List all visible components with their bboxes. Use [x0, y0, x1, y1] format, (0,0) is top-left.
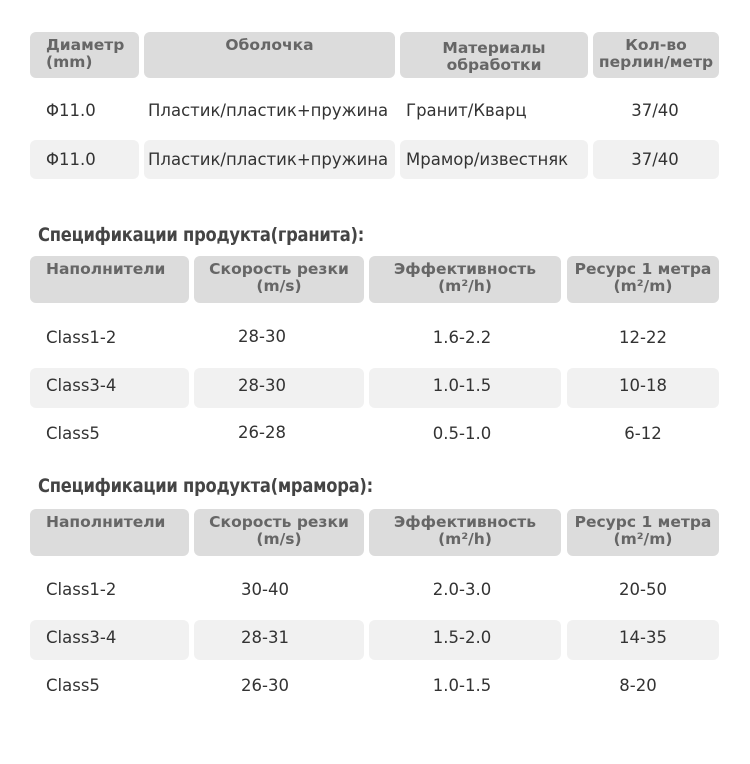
granite-cell: 1.0-1.5: [432, 376, 492, 395]
marble-cell: 1.5-2.0: [432, 628, 492, 647]
marble-cell: 20-50: [619, 580, 667, 599]
marble-header-resource: Ресурс 1 метра (m²/m): [567, 509, 719, 556]
table1-cell: 37/40: [631, 101, 679, 120]
granite-cell: 28-30: [238, 376, 286, 395]
table1-header-beads: Кол-во перлин/метр: [593, 32, 719, 78]
table1-cell: 37/40: [631, 150, 679, 169]
granite-section-title: Спецификации продукта(гранита):: [38, 224, 365, 246]
marble-cell: 2.0-3.0: [432, 580, 492, 599]
granite-cell: 28-30: [238, 327, 286, 346]
table1-header-shell: Оболочка: [144, 32, 395, 78]
granite-header-speed: Скорость резки (m/s): [194, 256, 364, 303]
table1-cell: Φ11.0: [46, 150, 96, 169]
marble-header-efficiency: Эффективность (m²/h): [369, 509, 561, 556]
marble-cell: 1.0-1.5: [432, 676, 492, 695]
granite-header-resource: Ресурс 1 метра (m²/m): [567, 256, 719, 303]
marble-cell: 14-35: [619, 628, 667, 647]
table1-header-diameter: Диаметр (mm): [30, 32, 139, 78]
table1-cell: Пластик/пластик+пружина: [148, 101, 389, 120]
table1-cell: Пластик/пластик+пружина: [148, 150, 389, 169]
marble-cell: 8-20: [619, 676, 657, 695]
marble-header-fillers: Наполнители: [30, 509, 189, 556]
table1-cell: Гранит/Кварц: [406, 101, 527, 120]
marble-cell: Class3-4: [46, 628, 117, 647]
marble-header-speed: Скорость резки (m/s): [194, 509, 364, 556]
marble-cell: Class1-2: [46, 580, 117, 599]
marble-cell: 30-40: [241, 580, 289, 599]
table1-header-materials: Материалы обработки: [400, 32, 588, 78]
marble-cell: 26-30: [241, 676, 289, 695]
marble-cell: Class5: [46, 676, 100, 695]
granite-cell: 1.6-2.2: [432, 328, 492, 347]
granite-header-fillers: Наполнители: [30, 256, 189, 303]
granite-cell: Class5: [46, 424, 100, 443]
granite-cell: Class1-2: [46, 328, 117, 347]
marble-section-title: Спецификации продукта(мрамора):: [38, 475, 373, 497]
granite-cell: 26-28: [238, 423, 286, 442]
granite-header-efficiency: Эффективность (m²/h): [369, 256, 561, 303]
granite-cell: 10-18: [619, 376, 667, 395]
table1-cell: Мрамор/известняк: [406, 150, 569, 169]
granite-cell: 12-22: [619, 328, 667, 347]
granite-cell: 0.5-1.0: [432, 424, 492, 443]
granite-cell: Class3-4: [46, 376, 117, 395]
table1-cell: Φ11.0: [46, 101, 96, 120]
marble-cell: 28-31: [241, 628, 289, 647]
granite-cell: 6-12: [624, 424, 662, 443]
